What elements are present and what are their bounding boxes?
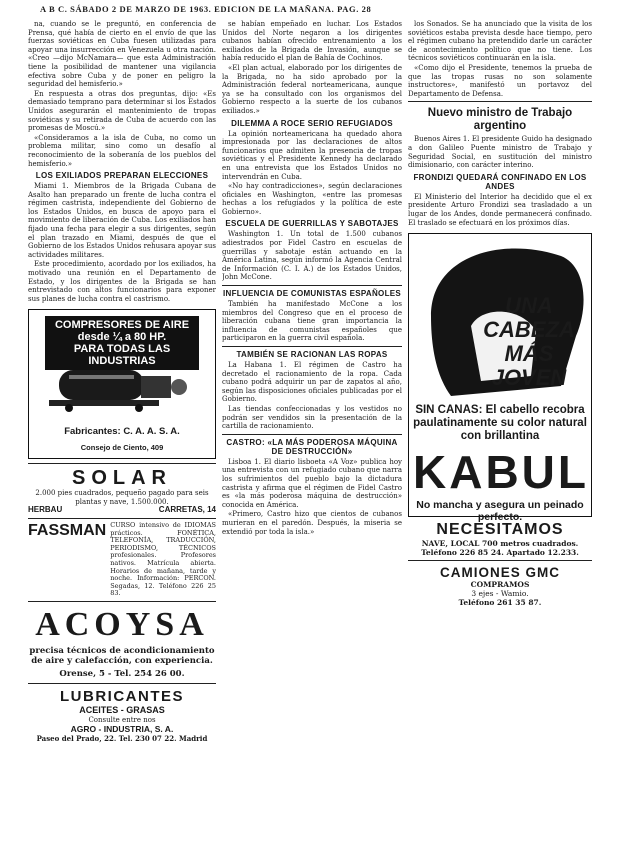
ad-left: HERBAU: [28, 505, 63, 515]
ad-text: CURSO intensivo de IDIOMAS prácticos. FONÉTICA, TELEFONÍA, TRADUCCIÓN, PERIODISMO, TÉCNICOS profesionales. Profesores nativos. Matrícula abierta. Horarios de mañana, tarde y noche. Información: PERCON. Segadas, 12. Teléfono 226 25 83.: [110, 521, 216, 598]
ad-title: CAMIONES GMC: [440, 565, 560, 581]
headline: INFLUENCIA DE COMUNISTAS ESPAÑOLES: [222, 289, 402, 299]
ad-compresores: [28, 309, 216, 459]
paragraph: na, cuando se le preguntó, en conferencia de Prensa, qué había de cierto en el envío de que las fuerzas soviéticas en Cuba fuesen utilizadas para apoyar una insurrección en Venezuela u otra nación. «Creo —dijo McNamara— que esta Administración tiene la posibilidad de mantener una vigilancia efectiva sobre Cuba y de poner en peligro la seguridad del hemisferio.»: [28, 20, 216, 89]
divider: [28, 683, 216, 684]
headline-word: CABEZA: [483, 317, 575, 343]
headline: ESCUELA DE GUERRILLAS Y SABOTAJES: [225, 219, 399, 229]
headline: DILEMMA A ROCE SERIO REFUGIADOS: [231, 118, 393, 128]
column-1: [28, 20, 216, 835]
ad-line: desde ¼ a 80 HP.: [77, 331, 167, 344]
divider: [222, 346, 402, 347]
ad-logo: KABUL: [413, 446, 589, 499]
ad-solar: [28, 467, 216, 515]
paragraph: Miami 1. Miembros de la Brigada Cubana de Asalto han preparado un frente de lucha contra el régimen castrista, independiente del Gobierno de los Estados Unidos, en busca de apoyo para el movimiento de liberación de Cuba. Los exiliados han fijado una fecha para elegir a sus dirigentes, según el plan trazado en Miami, después de que el Gobierno de los Estados Unidos rehusara apoyar sus actividades militares.: [28, 182, 216, 259]
ad-maker: Fabricantes: C. A. A. S. A.: [64, 425, 180, 437]
ad-company: AGRO - INDUSTRIA, S. A.: [70, 724, 174, 735]
compressor-illustration: [49, 362, 189, 412]
ad-camiones: [408, 565, 592, 607]
ad-subtitle: ACEITES - GRASAS: [79, 704, 165, 715]
ad-address: Paseo del Prado, 22. Tel. 230 07 22. Madrid: [36, 734, 208, 744]
ad-title: LUBRICANTES: [60, 687, 184, 705]
paragraph: La opinión norteamericana ha quedado ahora impresionada por las declaraciones de altos funcionarios que admiten la presencia de tropas soviéticas y el Presidente Kennedy ha declarado en una entrevista que los Estados Unidos no intervendrán en Cuba.: [222, 129, 402, 181]
divider: [222, 285, 402, 286]
ad-fassman: [28, 522, 216, 598]
ad-text: 3 ejes - Wamio.: [471, 589, 529, 599]
paragraph: «Como dijo el Presidente, tenemos la prueba de que las tropas rusas no son solamente instructores», manifestó un portavoz del Departamento de Defensa.: [408, 63, 592, 98]
ad-title: FASSMAN: [28, 522, 107, 539]
paragraph: Buenos Aires 1. El presidente Guido ha designado a don Galileo Puente ministro de Trabajo y Seguridad Social, en sustitución del ministro dimisionario, con carácter interino.: [408, 135, 592, 170]
ad-text: COMPRAMOS: [470, 580, 530, 590]
headline-word: MÁS: [504, 341, 554, 367]
page-header: A B C. SÁBADO 2 DE MARZO DE 1963. EDICION DE LA MAÑANA. PAG. 28: [40, 4, 372, 14]
ad-text: precisa técnicos de acondicionamiento de aire y calefacción, con experiencia.: [29, 645, 215, 666]
ad-text: 2.000 pies cuadrados, pequeño pagado para seis plantas y nave, 1.500.000.: [35, 489, 209, 506]
ad-footer: [28, 506, 216, 515]
ad-title: NECESITAMOS: [436, 521, 564, 539]
paragraph: «Consideramos a la isla de Cuba, no como un problema militar, sino como un desafío al reconocimiento de la soberanía de los pueblos del hemisferio.»: [28, 133, 216, 168]
ad-tagline: No mancha y asegura un peinado perfecto.: [416, 499, 584, 524]
headline: Nuevo ministro de Trabajo argentino: [427, 107, 573, 132]
paragraph: «No hay contradicciones», según declaraciones oficiales en Washington, «entre las promesas hechas a los refugiados y la política de este Gobierno».: [222, 182, 402, 216]
divider: [28, 601, 216, 602]
paragraph: En respuesta a otras dos preguntas, dijo: «Es demasiado temprano para determinar si los Estados Unidos asegurarán el mantenimiento de tropas soviéticas y su retirada de Cuba de acuerdo con las promesas de Moscú.»: [28, 89, 216, 133]
ad-text: Consulte entre nos: [88, 715, 156, 724]
ad-line: PARA TODAS LAS INDUSTRIAS: [73, 343, 171, 368]
kabul-copy: [413, 404, 587, 523]
ad-acoysa: [28, 606, 216, 680]
headline: LOS EXILIADOS PREPARAN ELECCIONES: [35, 171, 209, 181]
paragraph: «Primero, Castro hizo que cientos de cubanos murieran en el paredón. Después, la miseria se extendió por toda la isla.»: [222, 510, 402, 536]
ad-right: CARRETAS, 14: [158, 505, 216, 515]
paragraph: Las tiendas confeccionadas y los vestidos no podrán ser vendidos sin la presentación de la cartilla de racionamiento.: [222, 404, 402, 431]
headline: FRONDIZI QUEDARÁ CONFINADO EN LOS ANDES: [413, 172, 587, 191]
paragraph: También ha manifestado McCone a los miembros del Congreso que en el proceso de liberación cubana tiene gran importancia la influencia de comunistas españoles que participaron en la guerra civil española.: [222, 300, 402, 343]
paragraph: Lisboa 1. El diario lisboeta «A Voz» publica hoy una entrevista con un refugiado cubano que narra los sufrimientos del pueblo bajo la dictadura castrista y afirma que el régimen de Fidel Castro es «la más poderosa máquina de destrucción» conocida en América.: [222, 457, 402, 509]
column-3: [408, 20, 592, 835]
paragraph: El Ministerio del Interior ha decidido que el ex presidente Arturo Frondizi sea trasladado a un lugar de los Andes, donde permanecerá confinado. El traslado se efectuará en los próximos días.: [408, 192, 592, 227]
paragraph: los Sonados. Se ha anunciado que la visita de los soviéticos estaba prevista desde hace tiempo, pero el régimen cubano ha pretendido darle un carácter de acontecimiento político que no tiene. Los técnicos soviéticos continuarán en la isla.: [408, 20, 592, 63]
ad-title: SOLAR: [72, 467, 172, 490]
headline-word: UNA: [505, 293, 553, 319]
headline: CASTRO: «LA MÁS PODEROSA MÁQUINA DE DESTRUCCIÓN»: [226, 437, 398, 456]
paragraph: Washington 1. Un total de 1.500 cubanos adiestrados por Fidel Castro en escuelas de guerrillas y sabotaje están actuando en la América Latina, según informó la Agencia Central de Información (C. I. A.) de los Estados Unidos, John McCone.: [222, 230, 402, 282]
divider: [222, 434, 402, 435]
headline: TAMBIÉN SE RACIONAN LAS ROPAS: [236, 350, 388, 359]
column-2: [222, 20, 402, 835]
paragraph: se habían empeñado en luchar. Los Estados Unidos del Norte negaron a los dirigentes cubanos habían ofrecido entrenamiento a los exiliados de la Brigada de Invasión, aunque se había reducido el plan de Bahía de Cochinos.: [222, 20, 402, 63]
kabul-headline: [469, 294, 589, 390]
ad-address: Consejo de Ciento, 409: [80, 442, 164, 452]
ad-necesitamos: [408, 521, 592, 557]
paragraph: Este procedimiento, acordado por los exiliados, ha motivado una reunión en el Departamento de Estado, y los dirigentes de la Brigada se han entrevistado con altos funcionarios para exponer sus planes de lucha contra el castrismo.: [28, 260, 216, 303]
ad-lubricantes: [28, 688, 216, 744]
ad-address: Orense, 5 - Tel. 254 26 00.: [59, 668, 185, 679]
divider: [28, 463, 216, 464]
paragraph: «El plan actual, elaborado por los dirigentes de la Brigada, no ha sido aprobado por la Administración federal norteamericana, aunque ya se ha consultado con los organismos del Gobierno respecto a la suerte de los cubanos exiliados.»: [222, 63, 402, 115]
ad-line: COMPRESORES DE AIRE: [54, 319, 190, 332]
ad-text: Teléfono 261 35 87.: [458, 598, 542, 608]
divider: [408, 560, 592, 561]
divider: [408, 101, 592, 102]
divider: [28, 518, 216, 519]
ad-text: NAVE, LOCAL 700 metros cuadrados. Teléfono 226 85 24. Apartado 12.233.: [421, 539, 579, 558]
headline-word: JOVEN: [491, 365, 567, 391]
ad-title: ACOYSA: [35, 605, 209, 643]
paragraph: La Habana 1. El régimen de Castro ha decretado el racionamiento de la ropa. Cada cubano podrá adquirir un par de zapatos al año, según las disposiciones oficiales publicadas por el Gobierno.: [222, 361, 402, 404]
ad-kabul: [408, 233, 592, 524]
ad-text: SIN CANAS: El cabello recobra paulatinamente su color natural con brillantina: [413, 404, 587, 443]
